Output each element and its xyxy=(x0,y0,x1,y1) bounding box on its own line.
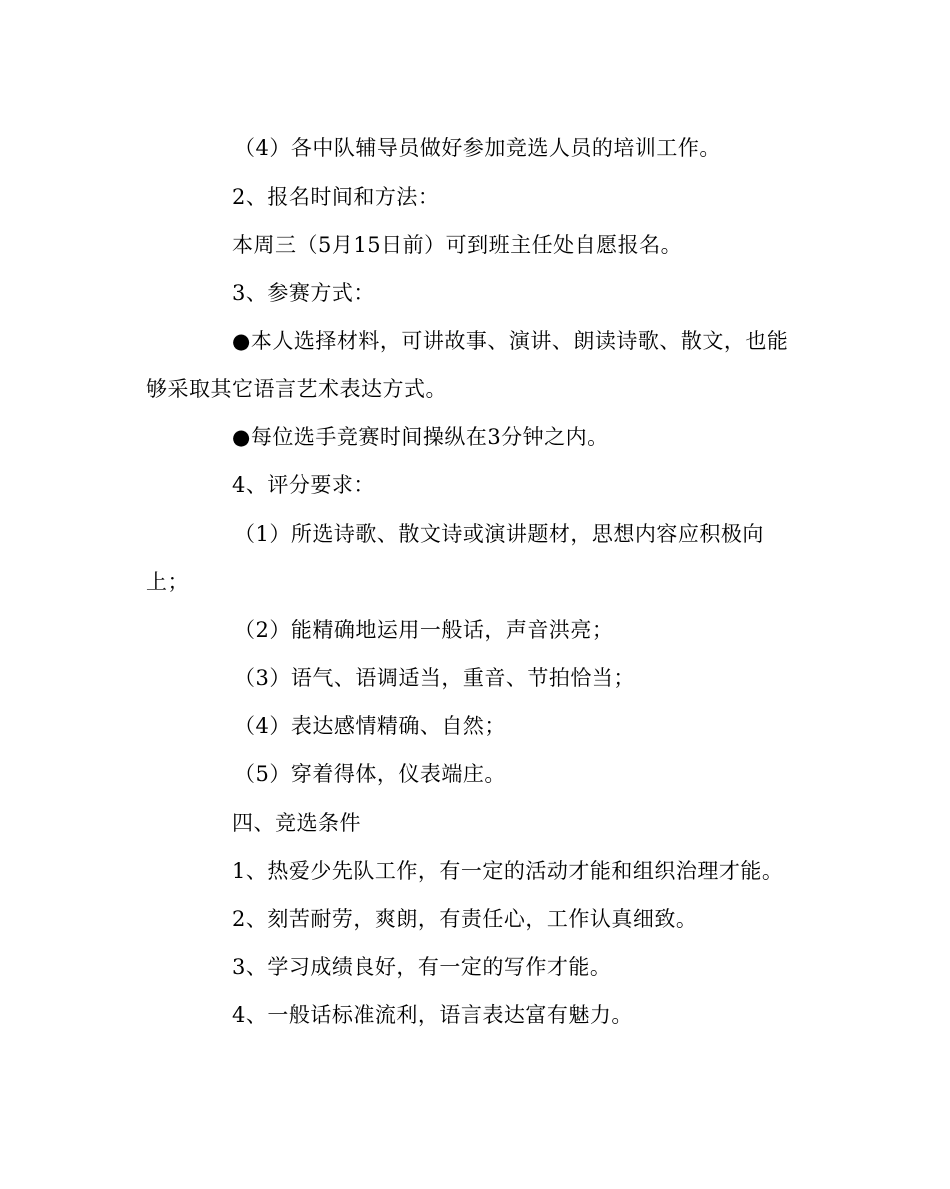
text-line: （3）语气、语调适当，重音、节拍恰当； xyxy=(234,666,635,690)
text-line: （4）表达感情精确、自然； xyxy=(234,714,506,738)
section-heading: 4、评分要求： xyxy=(232,473,375,497)
text-line: ●本人选择材料，可讲故事、演讲、朗读诗歌、散文，也能 xyxy=(232,329,789,353)
text-line: （5）穿着得体，仪表端庄。 xyxy=(234,762,506,786)
section-heading: 3、参赛方式： xyxy=(232,281,375,305)
text-line: 2、刻苦耐劳，爽朗，有责任心，工作认真细致。 xyxy=(232,907,698,931)
section-heading: 2、报名时间和方法： xyxy=(232,185,440,209)
text-line: 上； xyxy=(146,570,189,594)
text-line: 够采取其它语言艺术表达方式。 xyxy=(146,377,447,401)
text-line: ●每位选手竞赛时间操纵在3分钟之内。 xyxy=(232,425,609,449)
text-line: （4）各中队辅导员做好参加竞选人员的培训工作。 xyxy=(234,136,721,160)
text-line: 1、热爱少先队工作，有一定的活动才能和组织治理才能。 xyxy=(232,859,784,883)
text-line: 本周三（5月15日前）可到班主任处自愿报名。 xyxy=(232,233,683,257)
text-line: （2）能精确地运用一般话，声音洪亮； xyxy=(234,618,614,642)
text-line: 4、一般话标准流利，语言表达富有魅力。 xyxy=(232,1003,633,1027)
text-line: 3、学习成绩良好，有一定的写作才能。 xyxy=(232,955,612,979)
section-heading: 四、竞选条件 xyxy=(232,811,361,835)
text-line: （1）所选诗歌、散文诗或演讲题材，思想内容应积极向 xyxy=(234,522,764,546)
